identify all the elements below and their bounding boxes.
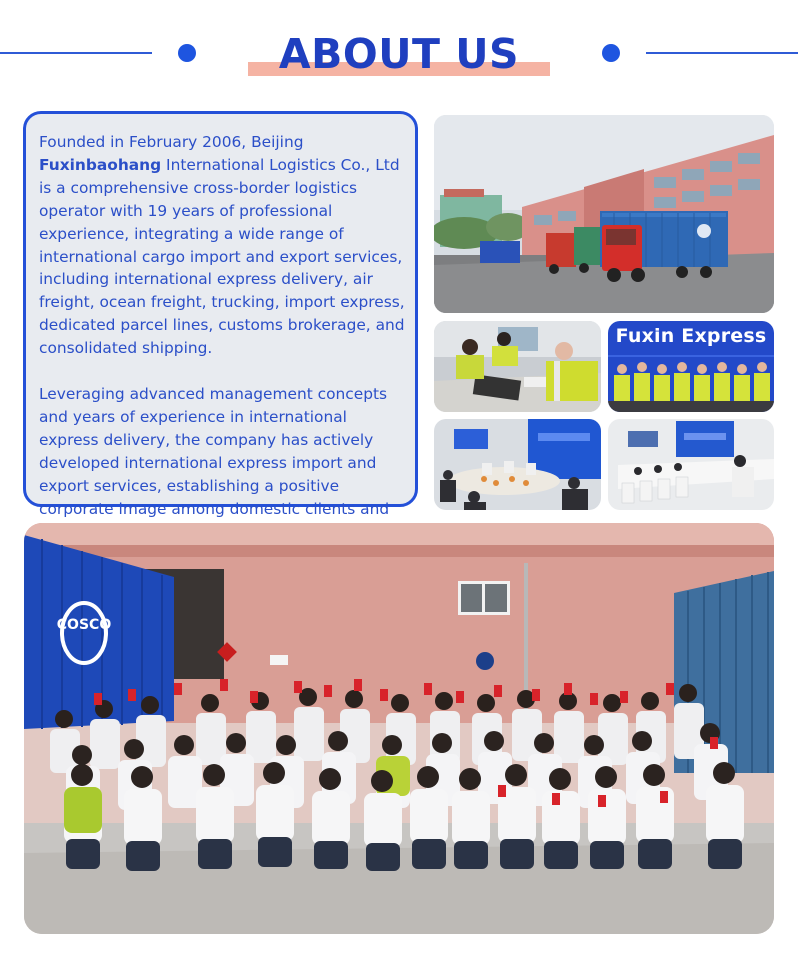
cosco-logo: COSCO	[56, 617, 112, 633]
about-paragraph-1	[39, 131, 409, 360]
header-line-right	[646, 52, 798, 54]
header-dot-left	[178, 44, 196, 62]
meeting-photo	[434, 321, 601, 412]
warehouse-trucks-photo	[434, 115, 774, 313]
banquet-photo	[434, 419, 601, 510]
office-photo	[608, 419, 774, 510]
fuxin-express-sign: Fuxin Express	[615, 325, 767, 347]
fuxin-express-team-photo	[608, 321, 774, 412]
company-name: Fuxinbaohang	[39, 155, 162, 174]
header-dot-right	[602, 44, 620, 62]
page-title: ABOUT US	[278, 30, 520, 78]
section-header	[0, 0, 798, 90]
para1-suffix: International Logistics Co., Ltd is a comprehensive cross-border logistics operator with 19 years of professional experience, integrating a wide range of international cargo import and export services, including international express delivery, air freight, ocean freight, trucking, import express, dedicated parcel lines, customs brokerage, and consolidated shipping.	[39, 155, 405, 358]
header-line-left	[0, 52, 152, 54]
para1-prefix: Founded in February 2006, Beijing	[39, 133, 304, 151]
about-text-card	[23, 111, 418, 518]
about-paragraph-2: Leveraging advanced management concepts and years of experience in international express delivery, the company has actively developed international express import and export services, establishing a positive corporate image among domestic clients and	[39, 385, 390, 518]
team-group-photo	[24, 523, 774, 934]
